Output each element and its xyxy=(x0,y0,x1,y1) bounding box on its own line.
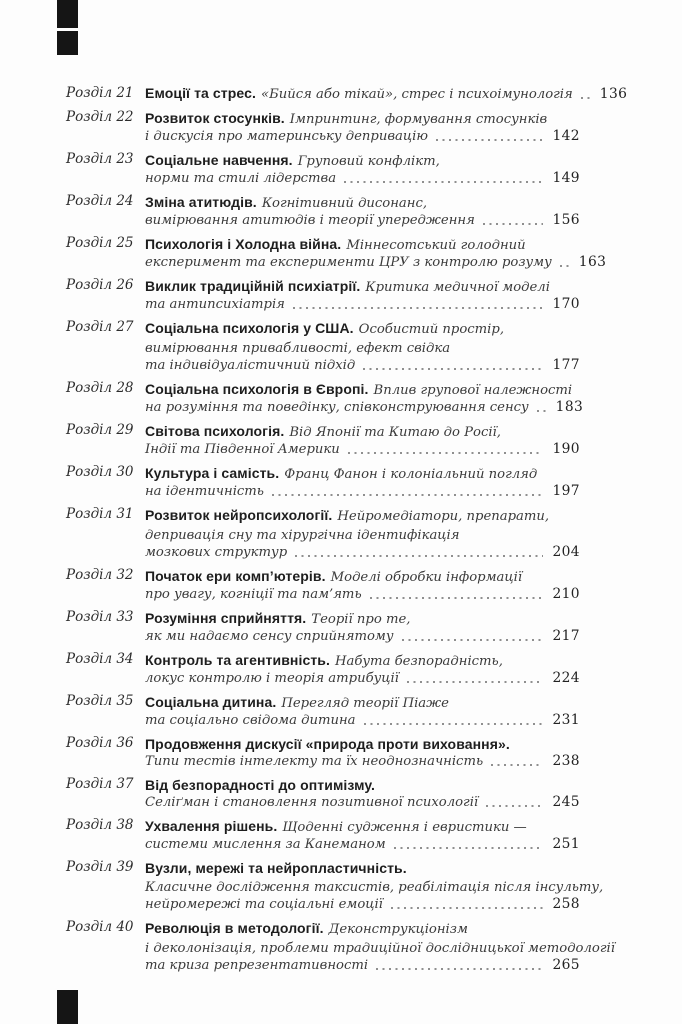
toc-entry xyxy=(66,735,580,770)
toc-entry-content xyxy=(145,506,580,561)
chapter-label: Розділ 22 xyxy=(66,109,134,125)
toc-entry-line xyxy=(145,212,580,229)
toc-entry-content xyxy=(145,776,580,811)
dot-leader-icon xyxy=(486,805,543,807)
chapter-subtitle: норми та стилі лідерства xyxy=(145,171,337,186)
chapter-label: Розділ 38 xyxy=(66,817,134,833)
toc-entry-line xyxy=(145,896,580,913)
chapter-title: Виклик традиційній психіатрії. xyxy=(145,278,361,294)
toc-entry-line xyxy=(145,85,628,103)
toc-entry-content xyxy=(145,380,584,416)
dot-leader-icon xyxy=(391,907,544,909)
print-registration-mark-top-2 xyxy=(57,31,78,55)
toc-entry xyxy=(66,422,580,458)
toc-entry-line xyxy=(145,693,580,712)
toc-entry xyxy=(66,567,580,603)
chapter-subtitle: Особистий простір, xyxy=(358,322,505,337)
page-number: 156 xyxy=(552,212,580,228)
dot-leader-icon xyxy=(364,723,544,725)
toc-entry xyxy=(66,193,580,229)
chapter-title: Ухвалення рішень. xyxy=(145,818,278,834)
toc-entry xyxy=(66,151,580,187)
chapter-title: Від безпорадності до оптимізму. xyxy=(145,777,376,793)
chapter-subtitle: вимірювання привабливості, ефект свідка xyxy=(145,341,451,356)
toc-entry-content xyxy=(145,85,628,103)
chapter-title: Розвиток стосунків. xyxy=(145,110,285,126)
chapter-label: Розділ 32 xyxy=(66,567,134,583)
dot-leader-icon xyxy=(394,847,544,849)
page-number: 258 xyxy=(552,896,580,912)
chapter-label: Розділ 24 xyxy=(66,193,134,209)
toc-entry xyxy=(66,464,580,500)
toc-entry-line xyxy=(145,464,580,483)
print-registration-mark-bottom xyxy=(57,990,78,1024)
chapter-title: Соціальна психологія в Європі. xyxy=(145,381,369,397)
toc-entry-content xyxy=(145,859,604,913)
chapter-subtitle: Перегляд теорії Піаже xyxy=(281,696,449,711)
chapter-subtitle: Груповий конфлікт, xyxy=(297,154,440,169)
toc-entry-line xyxy=(145,877,604,896)
chapter-title: Зміна атитюдів. xyxy=(145,194,257,210)
toc-entry xyxy=(66,85,628,103)
dot-leader-icon xyxy=(537,410,547,412)
page-number: 251 xyxy=(552,836,580,852)
chapter-title: Розуміння сприйняття. xyxy=(145,610,307,626)
toc-entry xyxy=(66,817,580,853)
dot-leader-icon xyxy=(407,681,544,683)
toc-entry-line xyxy=(145,235,580,254)
toc-entry-content xyxy=(145,567,580,603)
chapter-title: Соціальне навчення. xyxy=(145,152,293,168)
chapter-label: Розділ 25 xyxy=(66,235,134,251)
toc-entry xyxy=(66,109,580,145)
page-number: 224 xyxy=(552,670,580,686)
chapter-subtitle: депривація сну та хірургічна ідентифікація xyxy=(145,528,460,543)
toc-entry-line xyxy=(145,735,580,753)
chapter-title: Розвиток нейропсихології. xyxy=(145,507,333,523)
dot-leader-icon xyxy=(344,181,543,183)
toc-entry-line xyxy=(145,859,580,877)
toc-entry-line xyxy=(145,483,580,500)
chapter-subtitle: на ідентичність xyxy=(145,484,264,499)
toc-entry-line xyxy=(145,567,580,586)
chapter-subtitle: Селіґман і становлення позитивної психології xyxy=(145,795,479,810)
chapter-label: Розділ 28 xyxy=(66,380,134,396)
page-number: 142 xyxy=(552,128,580,144)
page-number: 190 xyxy=(552,441,580,457)
toc-entry-content xyxy=(145,609,580,645)
toc-entry-line xyxy=(145,817,580,836)
chapter-title: Продовження дискусії «природа проти виховання». xyxy=(145,736,510,752)
chapter-label: Розділ 33 xyxy=(66,609,134,625)
toc-entry-line xyxy=(145,422,580,441)
chapter-subtitle: Набута безпорадність, xyxy=(335,654,503,669)
toc-entry-content xyxy=(145,319,580,374)
chapter-subtitle: та соціально свідома дитина xyxy=(145,713,356,728)
chapter-subtitle: Щоденні судження і евристики — xyxy=(282,820,527,835)
toc-entry-content xyxy=(145,735,580,770)
toc-entry-line xyxy=(145,357,580,374)
toc-entry xyxy=(66,319,580,374)
chapter-title: Психологія і Холодна війна. xyxy=(145,236,342,252)
dot-leader-icon xyxy=(348,452,544,454)
dot-leader-icon xyxy=(491,764,543,766)
dot-leader-icon xyxy=(483,223,544,225)
toc-entry-content xyxy=(145,109,580,145)
page-number: 170 xyxy=(552,296,580,312)
chapter-title: Початок ери комп’ютерів. xyxy=(145,568,326,584)
chapter-title: Революція в методології. xyxy=(145,920,324,936)
toc-entry-content xyxy=(145,422,580,458)
toc-entry xyxy=(66,506,580,561)
chapter-subtitle: Моделі обробки інформації xyxy=(330,570,523,585)
dot-leader-icon xyxy=(293,307,544,309)
chapter-subtitle: Когнітивний дисонанс, xyxy=(261,196,428,211)
chapter-label: Розділ 34 xyxy=(66,651,134,667)
toc-entry-content xyxy=(145,693,580,729)
toc-entry-line xyxy=(145,544,580,561)
toc-entry-line xyxy=(145,794,580,811)
toc-entry-line xyxy=(145,128,580,145)
dot-leader-icon xyxy=(370,597,544,599)
chapter-subtitle: Нейромедіатори, препарати, xyxy=(337,509,550,524)
chapter-subtitle: Від Японії та Китаю до Росії, xyxy=(289,425,501,440)
chapter-title: Контроль та агентивність. xyxy=(145,652,330,668)
chapter-subtitle: на розуміння та поведінку, співконструювання сенсу xyxy=(145,400,529,415)
page-number: 204 xyxy=(552,544,580,560)
toc-entry-line xyxy=(145,957,580,974)
dot-leader-icon xyxy=(272,494,543,496)
chapter-subtitle: Індії та Південної Америки xyxy=(145,442,340,457)
toc-entry xyxy=(66,859,604,913)
toc-entry-line xyxy=(145,712,580,729)
toc-entry xyxy=(66,235,607,271)
toc-entry-line xyxy=(145,609,580,628)
chapter-label: Розділ 27 xyxy=(66,319,134,335)
dot-leader-icon xyxy=(436,139,544,141)
chapter-subtitle: як ми надаємо сенсу сприйнятому xyxy=(145,629,394,644)
page-number: 163 xyxy=(578,254,607,270)
toc-entry xyxy=(66,693,580,729)
page-number: 217 xyxy=(552,628,580,644)
toc-entry-line xyxy=(145,670,580,687)
chapter-subtitle: локус контролю і теорія атрибуції xyxy=(145,671,399,686)
chapter-subtitle: Теорії про те, xyxy=(311,612,411,627)
chapter-subtitle: Вплив групової належності xyxy=(373,383,573,398)
chapter-subtitle: системи мислення за Канеманом xyxy=(145,837,386,852)
page-number: 238 xyxy=(552,753,580,769)
page-number: 197 xyxy=(552,483,580,499)
toc-entry-line xyxy=(145,938,615,957)
chapter-label: Розділ 35 xyxy=(66,693,134,709)
toc-entry xyxy=(66,609,580,645)
chapter-subtitle: та індивідуалістичний підхід xyxy=(145,358,356,373)
chapter-subtitle: вимірювання атитюдів і теорії упередження xyxy=(145,213,475,228)
chapter-label: Розділ 37 xyxy=(66,776,134,792)
toc-entry-line xyxy=(145,586,580,603)
toc-entry xyxy=(66,651,580,687)
chapter-subtitle: експеримент та експерименти ЦРУ з контролю розуму xyxy=(145,255,552,270)
toc-entry-content xyxy=(145,193,580,229)
chapter-subtitle: «Бийся або тікай», стрес і психоімунологія xyxy=(261,87,573,102)
toc-entry-line xyxy=(145,254,607,271)
toc-entry-line xyxy=(145,525,580,544)
toc-entry-content xyxy=(145,651,580,687)
chapter-label: Розділ 26 xyxy=(66,277,134,293)
chapter-title: Соціальна дитина. xyxy=(145,694,277,710)
toc-entry-line xyxy=(145,380,580,399)
toc-entry-line xyxy=(145,753,580,770)
chapter-subtitle: та криза репрезентативності xyxy=(145,958,369,973)
chapter-label: Розділ 36 xyxy=(66,735,134,751)
toc-entry-line xyxy=(145,919,580,938)
toc-entry-line xyxy=(145,319,580,338)
toc-entry xyxy=(66,380,584,416)
chapter-label: Розділ 30 xyxy=(66,464,134,480)
chapter-title: Світова психологія. xyxy=(145,423,285,439)
toc-entry-content xyxy=(145,277,580,313)
toc-entry-line xyxy=(145,441,580,458)
page-number: 177 xyxy=(552,357,580,373)
chapter-subtitle: Міннесотський голодний xyxy=(346,238,526,253)
toc-entry-line xyxy=(145,399,584,416)
page-number: 183 xyxy=(555,399,584,415)
chapter-title: Соціальна психологія у США. xyxy=(145,320,354,336)
toc-entry xyxy=(66,776,580,811)
chapter-title: Культура і самість. xyxy=(145,465,280,481)
toc xyxy=(66,85,628,980)
chapter-subtitle: та антипсихіатрія xyxy=(145,297,285,312)
chapter-label: Розділ 40 xyxy=(66,919,134,935)
chapter-title: Емоції та стрес. xyxy=(145,85,256,101)
toc-entry-line xyxy=(145,193,580,212)
page-number: 265 xyxy=(552,957,580,973)
chapter-subtitle: Типи тестів інтелекту та їх неоднозначність xyxy=(145,754,484,769)
toc-entry xyxy=(66,919,615,974)
chapter-subtitle: і дискусія про материнську депривацію xyxy=(145,129,428,144)
toc-entry-line xyxy=(145,338,580,357)
toc-entry-content xyxy=(145,464,580,500)
toc-entry-line xyxy=(145,151,580,170)
page-number: 149 xyxy=(552,170,580,186)
toc-entry-line xyxy=(145,170,580,187)
chapter-title: Вузли, мережі та нейропластичність. xyxy=(145,860,407,876)
toc-entry-line xyxy=(145,506,580,525)
chapter-label: Розділ 21 xyxy=(66,85,134,101)
chapter-subtitle: Імпринтинг, формування стосунків xyxy=(289,112,548,127)
chapter-label: Розділ 31 xyxy=(66,506,134,522)
chapter-subtitle: Деконструкціонізм xyxy=(328,922,468,937)
chapter-subtitle: Класичне дослідження таксистів, реабілітація після інсульту, xyxy=(145,880,604,895)
dot-leader-icon xyxy=(295,555,543,557)
dot-leader-icon xyxy=(376,968,543,970)
chapter-subtitle: Критика медичної моделі xyxy=(365,280,550,295)
dot-leader-icon xyxy=(560,265,570,267)
dot-leader-icon xyxy=(581,97,591,99)
toc-entry-line xyxy=(145,109,580,128)
chapter-subtitle: про увагу, когніції та пам’ять xyxy=(145,587,362,602)
page-number: 136 xyxy=(599,86,628,102)
toc-entry-line xyxy=(145,296,580,313)
toc-entry-line xyxy=(145,628,580,645)
dot-leader-icon xyxy=(363,368,543,370)
toc-entry-content xyxy=(145,817,580,853)
chapter-subtitle: і деколонізація, проблеми традиційної дослідницької методології xyxy=(145,941,615,956)
page-number: 245 xyxy=(552,794,580,810)
toc-entry-line xyxy=(145,776,580,794)
toc-entry-line xyxy=(145,836,580,853)
toc-entry xyxy=(66,277,580,313)
toc-entry-content xyxy=(145,151,580,187)
dot-leader-icon xyxy=(402,639,544,641)
page-number: 231 xyxy=(552,712,580,728)
chapter-subtitle: мозкових структур xyxy=(145,545,288,560)
chapter-label: Розділ 23 xyxy=(66,151,134,167)
chapter-subtitle: Франц Фанон і колоніальний погляд xyxy=(284,467,538,482)
toc-entry-line xyxy=(145,651,580,670)
toc-entry-line xyxy=(145,277,580,296)
print-registration-mark-top-1 xyxy=(57,0,78,28)
chapter-label: Розділ 39 xyxy=(66,859,134,875)
toc-entry-content xyxy=(145,235,607,271)
toc-entry-content xyxy=(145,919,615,974)
page-number: 210 xyxy=(552,586,580,602)
chapter-label: Розділ 29 xyxy=(66,422,134,438)
chapter-subtitle: нейромережі та соціальні емоції xyxy=(145,897,383,912)
